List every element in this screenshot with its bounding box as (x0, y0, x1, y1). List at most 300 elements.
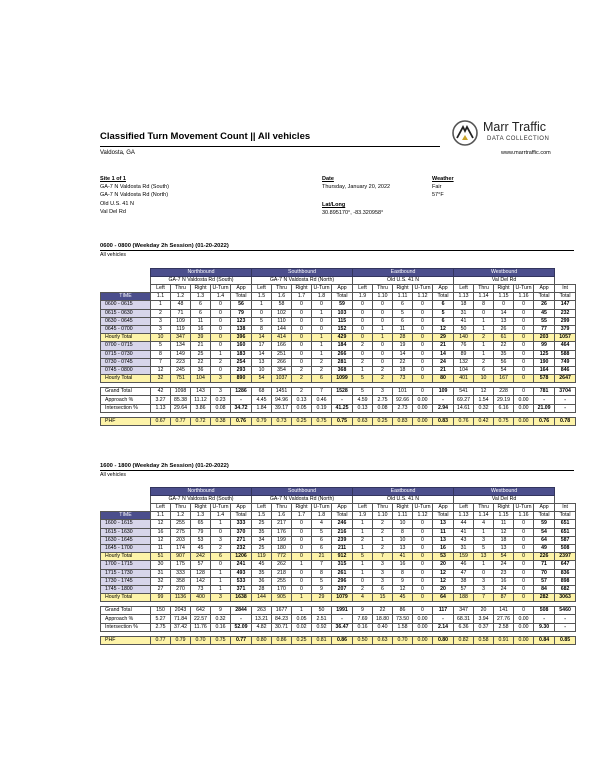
time-cell: Hourly Total (101, 553, 151, 561)
table-cell: 0 (211, 561, 231, 569)
table-cell: 836 (555, 569, 576, 577)
table-cell: 176 (272, 528, 292, 536)
summary-row (101, 615, 576, 623)
table-cell: 41 (454, 528, 474, 536)
table-cell: 211 (332, 544, 353, 552)
table-cell: 0.32 (474, 404, 494, 412)
table-cell: 59 (534, 520, 555, 528)
table-cell: 4.45 (252, 396, 272, 404)
column-header: 1.10 (373, 512, 393, 520)
table-cell: 6 (433, 301, 454, 309)
table-cell: 1 (292, 561, 312, 569)
column-header: App (231, 504, 252, 512)
table-cell: 0.38 (211, 417, 231, 425)
column-header: Left (252, 285, 272, 293)
table-cell: 6 (211, 553, 231, 561)
website-link[interactable]: www.marrtraffic.com (501, 150, 551, 156)
table-cell: 0 (373, 317, 393, 325)
column-header: 1.3 (191, 512, 211, 520)
table-cell: 232 (231, 544, 252, 552)
table-cell: 0 (211, 301, 231, 309)
road-header: Val Del Rd (454, 496, 555, 504)
table-cell: 266 (272, 358, 292, 366)
table-cell: 184 (332, 342, 353, 350)
table-cell: 0 (373, 301, 393, 309)
table-cell: 3 (151, 317, 171, 325)
table-cell: 170 (272, 585, 292, 593)
table-cell: 0 (413, 309, 433, 317)
table-cell: 12 (494, 528, 514, 536)
table-cell: 2.75 (373, 396, 393, 404)
table-cell: 26 (494, 325, 514, 333)
table-cell: 1 (373, 536, 393, 544)
hourly-total-row (101, 553, 576, 561)
table-cell: 1 (373, 325, 393, 333)
column-header: Total (332, 293, 353, 301)
table-cell: 1 (211, 577, 231, 585)
hourly-total-row (101, 375, 576, 383)
table-cell: 0 (292, 317, 312, 325)
table-cell: 1 (151, 301, 171, 309)
table-cell: 71.84 (171, 615, 191, 623)
table-cell: 61 (494, 334, 514, 342)
table-cell: 10 (393, 536, 413, 544)
table-cell: 0 (292, 358, 312, 366)
table-cell: 0 (514, 309, 534, 317)
column-header: 1.1 (151, 512, 171, 520)
column-header: 1.15 (494, 293, 514, 301)
table-cell: 92.66 (393, 396, 413, 404)
table-cell: 13 (252, 358, 272, 366)
table-cell: 6 (312, 375, 332, 383)
table-cell: 10 (252, 366, 272, 374)
table-cell: 223 (171, 358, 191, 366)
column-header: Right (191, 504, 211, 512)
table-cell: 4 (353, 594, 373, 602)
phf-label: PHF (101, 417, 151, 425)
table-cell: 0.23 (211, 396, 231, 404)
table-cell: 86 (393, 607, 413, 615)
time-cell: Hourly Total (101, 334, 151, 342)
table-cell: 3 (211, 388, 231, 396)
table-cell: 400 (191, 594, 211, 602)
table-cell: 0.63 (373, 636, 393, 644)
table-cell: 35 (494, 350, 514, 358)
site-line: Old U.S. 41 N (100, 200, 134, 207)
table-cell: 0 (514, 544, 534, 552)
table-cell: 587 (555, 536, 576, 544)
table-cell: 2043 (171, 607, 191, 615)
table-cell: 7 (312, 388, 332, 396)
table-cell: 0 (292, 350, 312, 358)
table-cell: 1 (252, 301, 272, 309)
date-value: Thursday, January 20, 2022 (322, 184, 391, 191)
table-cell: 57 (191, 561, 211, 569)
table-cell: 3704 (555, 388, 576, 396)
column-header: 1.8 (312, 293, 332, 301)
table-cell: 3.86 (191, 404, 211, 412)
table-cell: 64 (534, 536, 555, 544)
table-cell: 0.13 (292, 396, 312, 404)
table-cell: 0.77 (151, 636, 171, 644)
column-header: 1.2 (171, 293, 191, 301)
title-rule (100, 146, 440, 147)
table-cell: 24 (494, 585, 514, 593)
table-cell: 11 (191, 317, 211, 325)
table-row (101, 520, 576, 528)
table-cell: 0.84 (534, 636, 555, 644)
table-cell: 21 (433, 342, 454, 350)
table-cell: 56 (231, 301, 252, 309)
phf-row (101, 636, 576, 644)
column-header: App (534, 504, 555, 512)
table-cell: 1 (474, 350, 494, 358)
table-cell: 0.86 (332, 636, 353, 644)
table-cell: 5 (353, 375, 373, 383)
table-cell: 29 (312, 594, 332, 602)
table-cell: 55 (534, 317, 555, 325)
table-cell: 42 (151, 388, 171, 396)
table-cell: 0.25 (292, 636, 312, 644)
table-cell: 347 (454, 607, 474, 615)
table-cell: 11 (151, 544, 171, 552)
table-cell: 54 (252, 375, 272, 383)
table-cell: 16 (494, 577, 514, 585)
time-cell: 1645 - 1700 (101, 544, 151, 552)
table-cell: 68 (252, 388, 272, 396)
table-cell: 0 (474, 569, 494, 577)
table-cell: 0 (292, 334, 312, 342)
table-cell: 2 (353, 585, 373, 593)
table-cell: 5 (312, 528, 332, 536)
table-cell: 2 (312, 358, 332, 366)
table-cell: 262 (272, 561, 292, 569)
table-cell: 30 (151, 561, 171, 569)
direction-header: Southbound (252, 488, 353, 496)
table-cell: 907 (171, 553, 191, 561)
table-cell: 102 (272, 309, 292, 317)
table-cell: 846 (555, 366, 576, 374)
table-cell: 1 (211, 585, 231, 593)
column-header: U-Turn (413, 504, 433, 512)
table-cell: 141 (494, 607, 514, 615)
table-cell: 147 (555, 301, 576, 309)
table-cell: 541 (454, 388, 474, 396)
table-row (101, 309, 576, 317)
table-cell: 45 (191, 544, 211, 552)
table-cell: 144 (272, 325, 292, 333)
table-cell: 1136 (171, 594, 191, 602)
table-cell: 3063 (555, 594, 576, 602)
table-cell: 7 (151, 358, 171, 366)
time-cell: 0600 - 0615 (101, 301, 151, 309)
table-cell: 0 (514, 536, 534, 544)
table-cell: 1079 (332, 594, 353, 602)
table-row (101, 350, 576, 358)
table-cell: 29.64 (171, 404, 191, 412)
table-cell: 24 (494, 561, 514, 569)
table-cell: 0 (413, 577, 433, 585)
table-cell: 49 (534, 544, 555, 552)
table-cell: 4 (312, 520, 332, 528)
table-cell: 0 (514, 366, 534, 374)
session-subtitle: All vehicles (100, 472, 126, 478)
table-cell: 0 (514, 528, 534, 536)
table-cell: 0.76 (534, 417, 555, 425)
table-cell: 84.23 (272, 615, 292, 623)
table-cell: 2 (353, 358, 373, 366)
table-cell: 2 (292, 388, 312, 396)
table-cell: 1.13 (151, 404, 171, 412)
table-cell: 0.46 (312, 396, 332, 404)
table-cell: 0.79 (252, 417, 272, 425)
direction-header: Westbound (454, 488, 555, 496)
table-cell: 0.00 (514, 636, 534, 644)
table-cell: 11 (393, 325, 413, 333)
table-cell: 0.91 (494, 636, 514, 644)
table-cell: 5 (252, 317, 272, 325)
table-cell: 2 (353, 536, 373, 544)
table-cell: 0 (413, 375, 433, 383)
summary-row (101, 396, 576, 404)
table-cell: 6 (312, 536, 332, 544)
column-header: App (534, 285, 555, 293)
column-header: App (433, 285, 454, 293)
column-header: 1.4 (211, 293, 231, 301)
table-cell: 898 (555, 577, 576, 585)
table-cell: 103 (332, 309, 353, 317)
session-rule (100, 250, 574, 251)
table-cell: 0.00 (413, 404, 433, 412)
table-cell: 241 (231, 561, 252, 569)
table-cell: 0.02 (292, 623, 312, 631)
table-cell: 890 (231, 375, 252, 383)
table-cell: 57 (534, 577, 555, 585)
table-cell: 0.00 (413, 623, 433, 631)
table-cell: 6 (191, 309, 211, 317)
table-cell: 3 (373, 577, 393, 585)
weather-block (432, 175, 454, 200)
column-header: 1.11 (393, 512, 413, 520)
table-cell: 1991 (332, 607, 353, 615)
table-cell: 0 (292, 577, 312, 585)
summary-label: Approach % (101, 615, 151, 623)
time-cell: 0715 - 0730 (101, 350, 151, 358)
table-cell: 282 (534, 594, 555, 602)
time-header: TIME (101, 293, 151, 301)
table-cell: 80 (433, 375, 454, 383)
table-cell: 216 (332, 528, 353, 536)
table-cell: 0.13 (353, 404, 373, 412)
table-cell: 1 (353, 520, 373, 528)
table-cell: 493 (231, 569, 252, 577)
table-cell: 0.73 (272, 417, 292, 425)
table-cell: 266 (332, 350, 353, 358)
column-header: Thru (171, 504, 191, 512)
column-header: Thru (171, 285, 191, 293)
table-cell: 401 (454, 375, 474, 383)
table-cell: 50 (454, 325, 474, 333)
table-cell: 14 (393, 350, 413, 358)
table-cell: 10 (474, 375, 494, 383)
table-cell: 8 (151, 350, 171, 358)
table-cell: 94.96 (272, 396, 292, 404)
table-cell: 0.37 (474, 623, 494, 631)
table-cell: 1.54 (474, 396, 494, 404)
table-cell: 0.80 (433, 636, 454, 644)
table-cell: 25 (191, 350, 211, 358)
table-cell: 13 (433, 520, 454, 528)
table-cell: 0 (292, 585, 312, 593)
column-header: Right (292, 285, 312, 293)
table-cell: 293 (231, 366, 252, 374)
table-row (101, 528, 576, 536)
table-row (101, 317, 576, 325)
weather-heading: Weather (432, 176, 454, 182)
table-cell: 5 (353, 553, 373, 561)
table-cell: 1057 (555, 334, 576, 342)
table-cell: 47 (454, 569, 474, 577)
latlong-value: 30.895170°, -83.320958° (322, 210, 384, 217)
brand-subtitle: DATA COLLECTION (487, 136, 550, 142)
column-header: Total (555, 512, 576, 520)
table-cell: 588 (555, 350, 576, 358)
table-cell: 6.16 (494, 404, 514, 412)
table-cell: 1 (353, 528, 373, 536)
table-cell: 12 (433, 569, 454, 577)
column-header: 1.12 (413, 512, 433, 520)
table-cell: 0.75 (494, 417, 514, 425)
table-cell: 21 (433, 366, 454, 374)
table-cell: 1 (211, 350, 231, 358)
table-cell: 15 (373, 594, 393, 602)
table-cell: 371 (231, 585, 252, 593)
table-cell: 5 (433, 309, 454, 317)
table-cell: 0 (292, 325, 312, 333)
column-header: 1.7 (292, 512, 312, 520)
table-cell: 0 (292, 553, 312, 561)
table-cell: 28 (252, 585, 272, 593)
table-cell: 79 (231, 309, 252, 317)
column-header: 1.16 (514, 293, 534, 301)
table-cell: 0 (211, 528, 231, 536)
column-header: Left (353, 504, 373, 512)
table-cell: 11.76 (191, 623, 211, 631)
hourly-total-row (101, 594, 576, 602)
table-cell: 1 (292, 594, 312, 602)
table-cell: 0.83 (433, 417, 454, 425)
table-cell: 9.30 (534, 623, 555, 631)
table-cell: 0.08 (373, 404, 393, 412)
table-cell: 0 (353, 301, 373, 309)
table-cell: 4.59 (353, 396, 373, 404)
column-header: Left (454, 504, 474, 512)
table-cell: 299 (555, 317, 576, 325)
column-header: 1.4 (211, 512, 231, 520)
table-cell: 2 (151, 309, 171, 317)
table-cell: 3 (151, 325, 171, 333)
time-cell: 1700 - 1715 (101, 561, 151, 569)
table-cell: - (534, 396, 555, 404)
table-cell: 36 (191, 366, 211, 374)
table-cell: 0.00 (413, 636, 433, 644)
table-cell: 912 (332, 553, 353, 561)
table-cell: 188 (454, 594, 474, 602)
table-cell: 0.81 (312, 636, 332, 644)
table-cell: 1 (353, 569, 373, 577)
column-header: U-Turn (211, 504, 231, 512)
time-cell: 0745 - 0800 (101, 366, 151, 374)
column-header: 1.6 (272, 293, 292, 301)
table-cell: 0.86 (272, 636, 292, 644)
latlong-heading: Lat/Long (322, 202, 346, 208)
site-block (100, 175, 169, 216)
column-header: Thru (272, 285, 292, 293)
table-cell: 271 (231, 536, 252, 544)
table-cell: 6 (393, 317, 413, 325)
table-cell: 16 (393, 561, 413, 569)
table-cell: 1451 (272, 388, 292, 396)
table-cell: 5 (151, 342, 171, 350)
table-cell: 368 (332, 366, 353, 374)
table-cell: 0 (413, 536, 433, 544)
table-cell: 0.05 (292, 615, 312, 623)
time-cell: Hourly Total (101, 375, 151, 383)
table-cell: 239 (332, 536, 353, 544)
table-cell: 772 (272, 553, 292, 561)
table-cell: 2 (474, 358, 494, 366)
column-header: 1.9 (353, 293, 373, 301)
table-cell: 0 (353, 317, 373, 325)
road-header: GA-7 N Valdosta Rd (South) (151, 277, 252, 285)
table-cell: 0.67 (151, 417, 171, 425)
table-cell: 0 (353, 577, 373, 585)
table-cell: 0 (211, 366, 231, 374)
table-cell: 2 (373, 375, 393, 383)
table-cell: - (433, 396, 454, 404)
table-cell: 0.00 (514, 417, 534, 425)
table-cell: 0 (514, 569, 534, 577)
table-cell: 508 (534, 607, 555, 615)
table-cell: 6 (474, 366, 494, 374)
time-cell: 0730 - 0745 (101, 358, 151, 366)
column-header: 1.6 (272, 512, 292, 520)
time-cell: 1730 - 1745 (101, 577, 151, 585)
table-cell: 0.00 (514, 623, 534, 631)
column-header: Right (393, 285, 413, 293)
table-cell: 19 (393, 342, 413, 350)
table-cell: 6 (312, 544, 332, 552)
table-cell: 0 (353, 325, 373, 333)
table-cell: 333 (231, 520, 252, 528)
table-cell: 117 (433, 607, 454, 615)
table-cell: 358 (171, 577, 191, 585)
table-cell: 31 (454, 309, 474, 317)
table-cell: 45 (252, 561, 272, 569)
table-cell: 2.58 (494, 623, 514, 631)
table-cell: 11.12 (191, 396, 211, 404)
table-cell: 25 (252, 520, 272, 528)
table-cell: 0.16 (353, 623, 373, 631)
table-cell: 0 (514, 342, 534, 350)
table-cell: 0 (514, 585, 534, 593)
table-cell: 0 (413, 342, 433, 350)
table-cell: 0 (211, 317, 231, 325)
time-cell: 1745 - 1800 (101, 585, 151, 593)
column-header: 1.2 (171, 512, 191, 520)
table-cell: 354 (272, 366, 292, 374)
table-cell: 0.63 (353, 417, 373, 425)
